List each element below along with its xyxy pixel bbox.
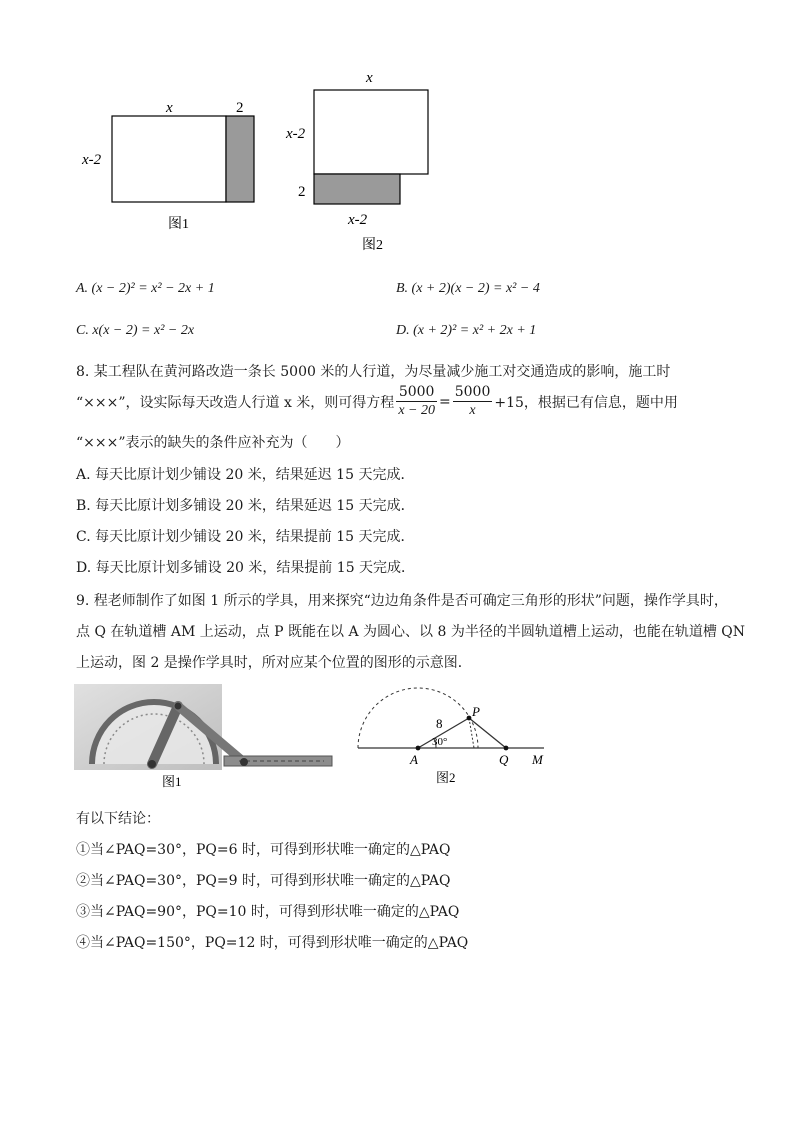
q8-option-a: A. 每天比原计划少铺设 20 米，结果延迟 15 天完成．: [76, 467, 415, 483]
q9-fig1-caption: 图1: [162, 774, 182, 789]
q7-option-b: B. (x + 2)(x − 2) = x² − 4: [396, 281, 540, 296]
q8-stem-line1: 8. 某工程队在黄河路改造一条长 5000 米的人行道，为尽量减少施工对交通造成的影响，施工时: [76, 364, 671, 380]
q9-stem-line2: 点 Q 在轨道槽 AM 上运动，点 P 既能在以 A 为圆心、以 8 为半径的半圆轨道槽上运动，也能在轨道槽 QN: [76, 624, 746, 640]
fig1-caption: 图1: [168, 217, 189, 232]
q9-stem-line1: 9. 程老师制作了如图 1 所示的学具，用来探究“边边角条件是否可确定三角形的形状”问题，操作学具时，: [76, 593, 728, 609]
q8-option-c: C. 每天比原计划少铺设 20 米，结果提前 15 天完成．: [76, 529, 415, 545]
fig2-label-2: 2: [298, 184, 306, 200]
q8-equals: =: [438, 393, 451, 410]
q8-option-d: D. 每天比原计划多铺设 20 米，结果提前 15 天完成．: [76, 560, 416, 576]
q8-fraction-1: [396, 384, 437, 419]
perpendicular: [469, 718, 474, 748]
q8-frac1-num: 5000: [396, 384, 437, 402]
fig2-label-x-2-bottom: x-2: [348, 212, 368, 228]
q8-frac2-num: 5000: [454, 384, 491, 400]
label-a: A: [410, 752, 418, 767]
q8-frac1-den: x − 20: [398, 403, 435, 418]
q9-fig2-caption: 图2: [436, 770, 456, 785]
q9-conclusion-1: ①当∠PAQ=30°，PQ=6 时，可得到形状唯一确定的△PAQ: [76, 842, 451, 858]
semicircle-track: [358, 688, 478, 748]
q8-line2-post: +15，根据已有信息，题中用: [494, 394, 678, 411]
fig2-label-x: x: [366, 70, 373, 86]
label-q: Q: [499, 752, 509, 767]
q8-line2-pre: “×××”，设实际每天改造人行道 x 米，则可得方程: [76, 394, 395, 411]
fig1-label-x-2: x-2: [82, 152, 102, 168]
label-30: 30°: [432, 736, 448, 748]
q7-figure-1: [76, 92, 276, 242]
q9-conclusion-3: ③当∠PAQ=90°，PQ=10 时，可得到形状唯一确定的△PAQ: [76, 904, 460, 920]
fig1-label-x: x: [166, 100, 173, 116]
fig2-white-rect: [314, 90, 428, 174]
q7-option-d: D. (x + 2)² = x² + 2x + 1: [396, 323, 537, 338]
q8-stem-line2: [76, 384, 678, 419]
q9-stem-line3: 上运动，图 2 是操作学具时，所对应某个位置的图形的示意图．: [76, 655, 472, 671]
q7-option-c: C. x(x − 2) = x² − 2x: [76, 323, 195, 338]
q9-figure-2-schematic: [356, 684, 552, 790]
q9-figure-1-photo: [74, 684, 344, 792]
q9-conclusion-4: ④当∠PAQ=150°，PQ=12 时，可得到形状唯一确定的△PAQ: [76, 935, 469, 951]
fig1-label-2: 2: [236, 100, 244, 116]
fig2-gray-strip: [314, 174, 400, 204]
fig2-caption: 图2: [362, 238, 383, 253]
q8-frac2-den: x: [469, 403, 476, 418]
segment-pq: [469, 718, 506, 748]
fig1-gray-strip: [226, 116, 254, 202]
q8-option-b: B. 每天比原计划多铺设 20 米，结果延迟 15 天完成．: [76, 498, 415, 514]
q7-option-a: A. (x − 2)² = x² − 2x + 1: [76, 281, 215, 296]
q8-stem-line3: “×××”表示的缺失的条件应补充为（ ）: [76, 435, 350, 451]
label-m: M: [532, 752, 543, 767]
q9-conclusion-2: ②当∠PAQ=30°，PQ=9 时，可得到形状唯一确定的△PAQ: [76, 873, 451, 889]
q8-fraction-2: [453, 384, 493, 419]
fig2-label-x-2-left: x-2: [286, 126, 306, 142]
label-8: 8: [436, 716, 443, 731]
q9-conclusions-title: 有以下结论：: [76, 811, 160, 827]
label-p: P: [472, 704, 480, 719]
q7-figure-2: [280, 66, 450, 256]
fig1-white-rect: [112, 116, 226, 202]
